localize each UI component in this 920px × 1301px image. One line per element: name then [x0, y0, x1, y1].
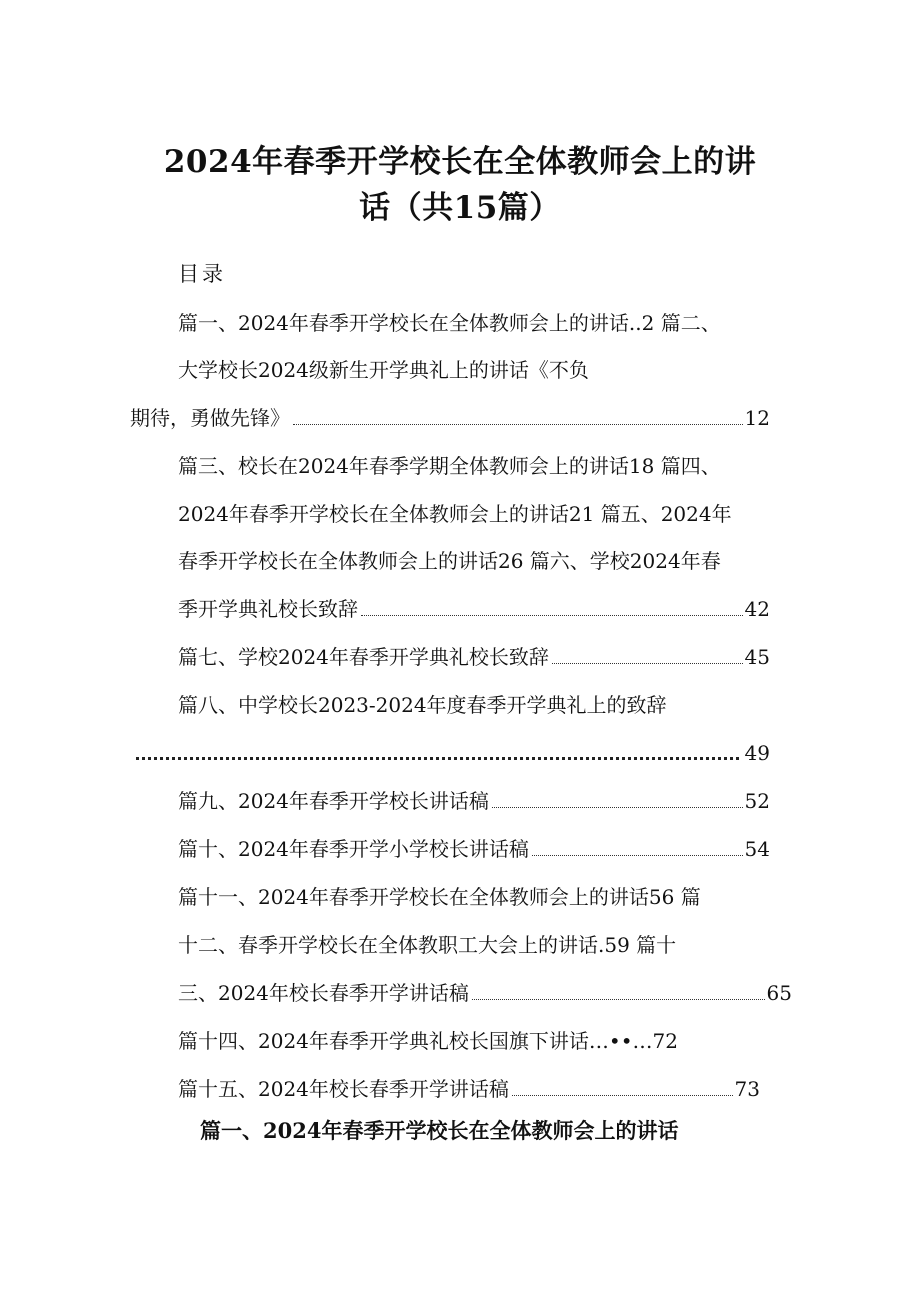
toc-entry-title: 季开学典礼校长致辞 — [178, 597, 358, 621]
document-title-line-2: 话（共15篇） — [359, 190, 561, 226]
toc-line-13: 篇十一、2024年春季开学校长在全体教师会上的讲话56 篇 — [178, 885, 701, 909]
toc-entry-title: 期待，勇做先锋》 — [130, 406, 290, 430]
toc-page-number: 45 — [744, 645, 770, 669]
toc-entry-title: 篇七、学校2024年春季开学典礼校长致辞 — [178, 645, 549, 669]
toc-entry-9 — [178, 786, 770, 816]
leader-dots — [532, 855, 743, 856]
leader-dots — [293, 424, 743, 425]
toc-page-number: 42 — [744, 597, 770, 621]
leader-dots — [512, 1095, 733, 1096]
toc-entry-title: 三、2024年校长春季开学讲话稿 — [178, 981, 469, 1005]
toc-page-number: 52 — [744, 789, 770, 813]
toc-entry-10 — [178, 834, 770, 864]
leader-dots — [361, 615, 743, 616]
leader-dots — [552, 663, 743, 664]
leader-dots — [492, 807, 743, 808]
leader-dots — [472, 999, 765, 1000]
leader-dots — [136, 757, 739, 760]
toc-line-14: 十二、春季开学校长在全体教职工大会上的讲话.59 篇十 — [178, 933, 677, 957]
toc-page-number: 73 — [734, 1077, 760, 1101]
toc-entry-2 — [130, 403, 770, 433]
toc-page-number: 49 — [744, 741, 770, 765]
toc-entry-7 — [178, 642, 770, 672]
toc-line-1: 篇一、2024年春季开学校长在全体教师会上的讲话..2 篇二、 — [178, 311, 721, 335]
toc-entry-15 — [178, 1074, 760, 1104]
document-title-line-1: 2024年春季开学校长在全体教师会上的讲 — [163, 144, 757, 180]
section-heading: 篇一、2024年春季开学校长在全体教师会上的讲话 — [200, 1118, 679, 1143]
toc-line-9: 篇八、中学校长2023-2024年度春季开学典礼上的致辞 — [178, 693, 667, 717]
toc-entry-6 — [178, 594, 770, 624]
toc-entry-title: 篇九、2024年春季开学校长讲话稿 — [178, 789, 489, 813]
toc-line-4: 篇三、校长在2024年春季学期全体教师会上的讲话18 篇四、 — [178, 454, 721, 478]
toc-page-number: 54 — [744, 837, 770, 861]
toc-line-16: 篇十四、2024年春季开学典礼校长国旗下讲话…••…72 — [178, 1029, 678, 1053]
toc-page-number: 12 — [744, 406, 770, 430]
toc-line-5: 2024年春季开学校长在全体教师会上的讲话21 篇五、2024年 — [178, 502, 732, 526]
toc-line-2: 大学校长2024级新生开学典礼上的讲话《不负 — [178, 358, 589, 382]
toc-entry-13 — [178, 978, 792, 1008]
toc-line-6: 春季开学校长在全体教师会上的讲话26 篇六、学校2024年春 — [178, 549, 721, 573]
toc-page-number: 65 — [766, 981, 792, 1005]
toc-entry-title: 篇十、2024年春季开学小学校长讲话稿 — [178, 837, 529, 861]
toc-entry-8-leader — [136, 738, 770, 768]
toc-label: 目录 — [178, 262, 226, 286]
toc-entry-title: 篇十五、2024年校长春季开学讲话稿 — [178, 1077, 509, 1101]
